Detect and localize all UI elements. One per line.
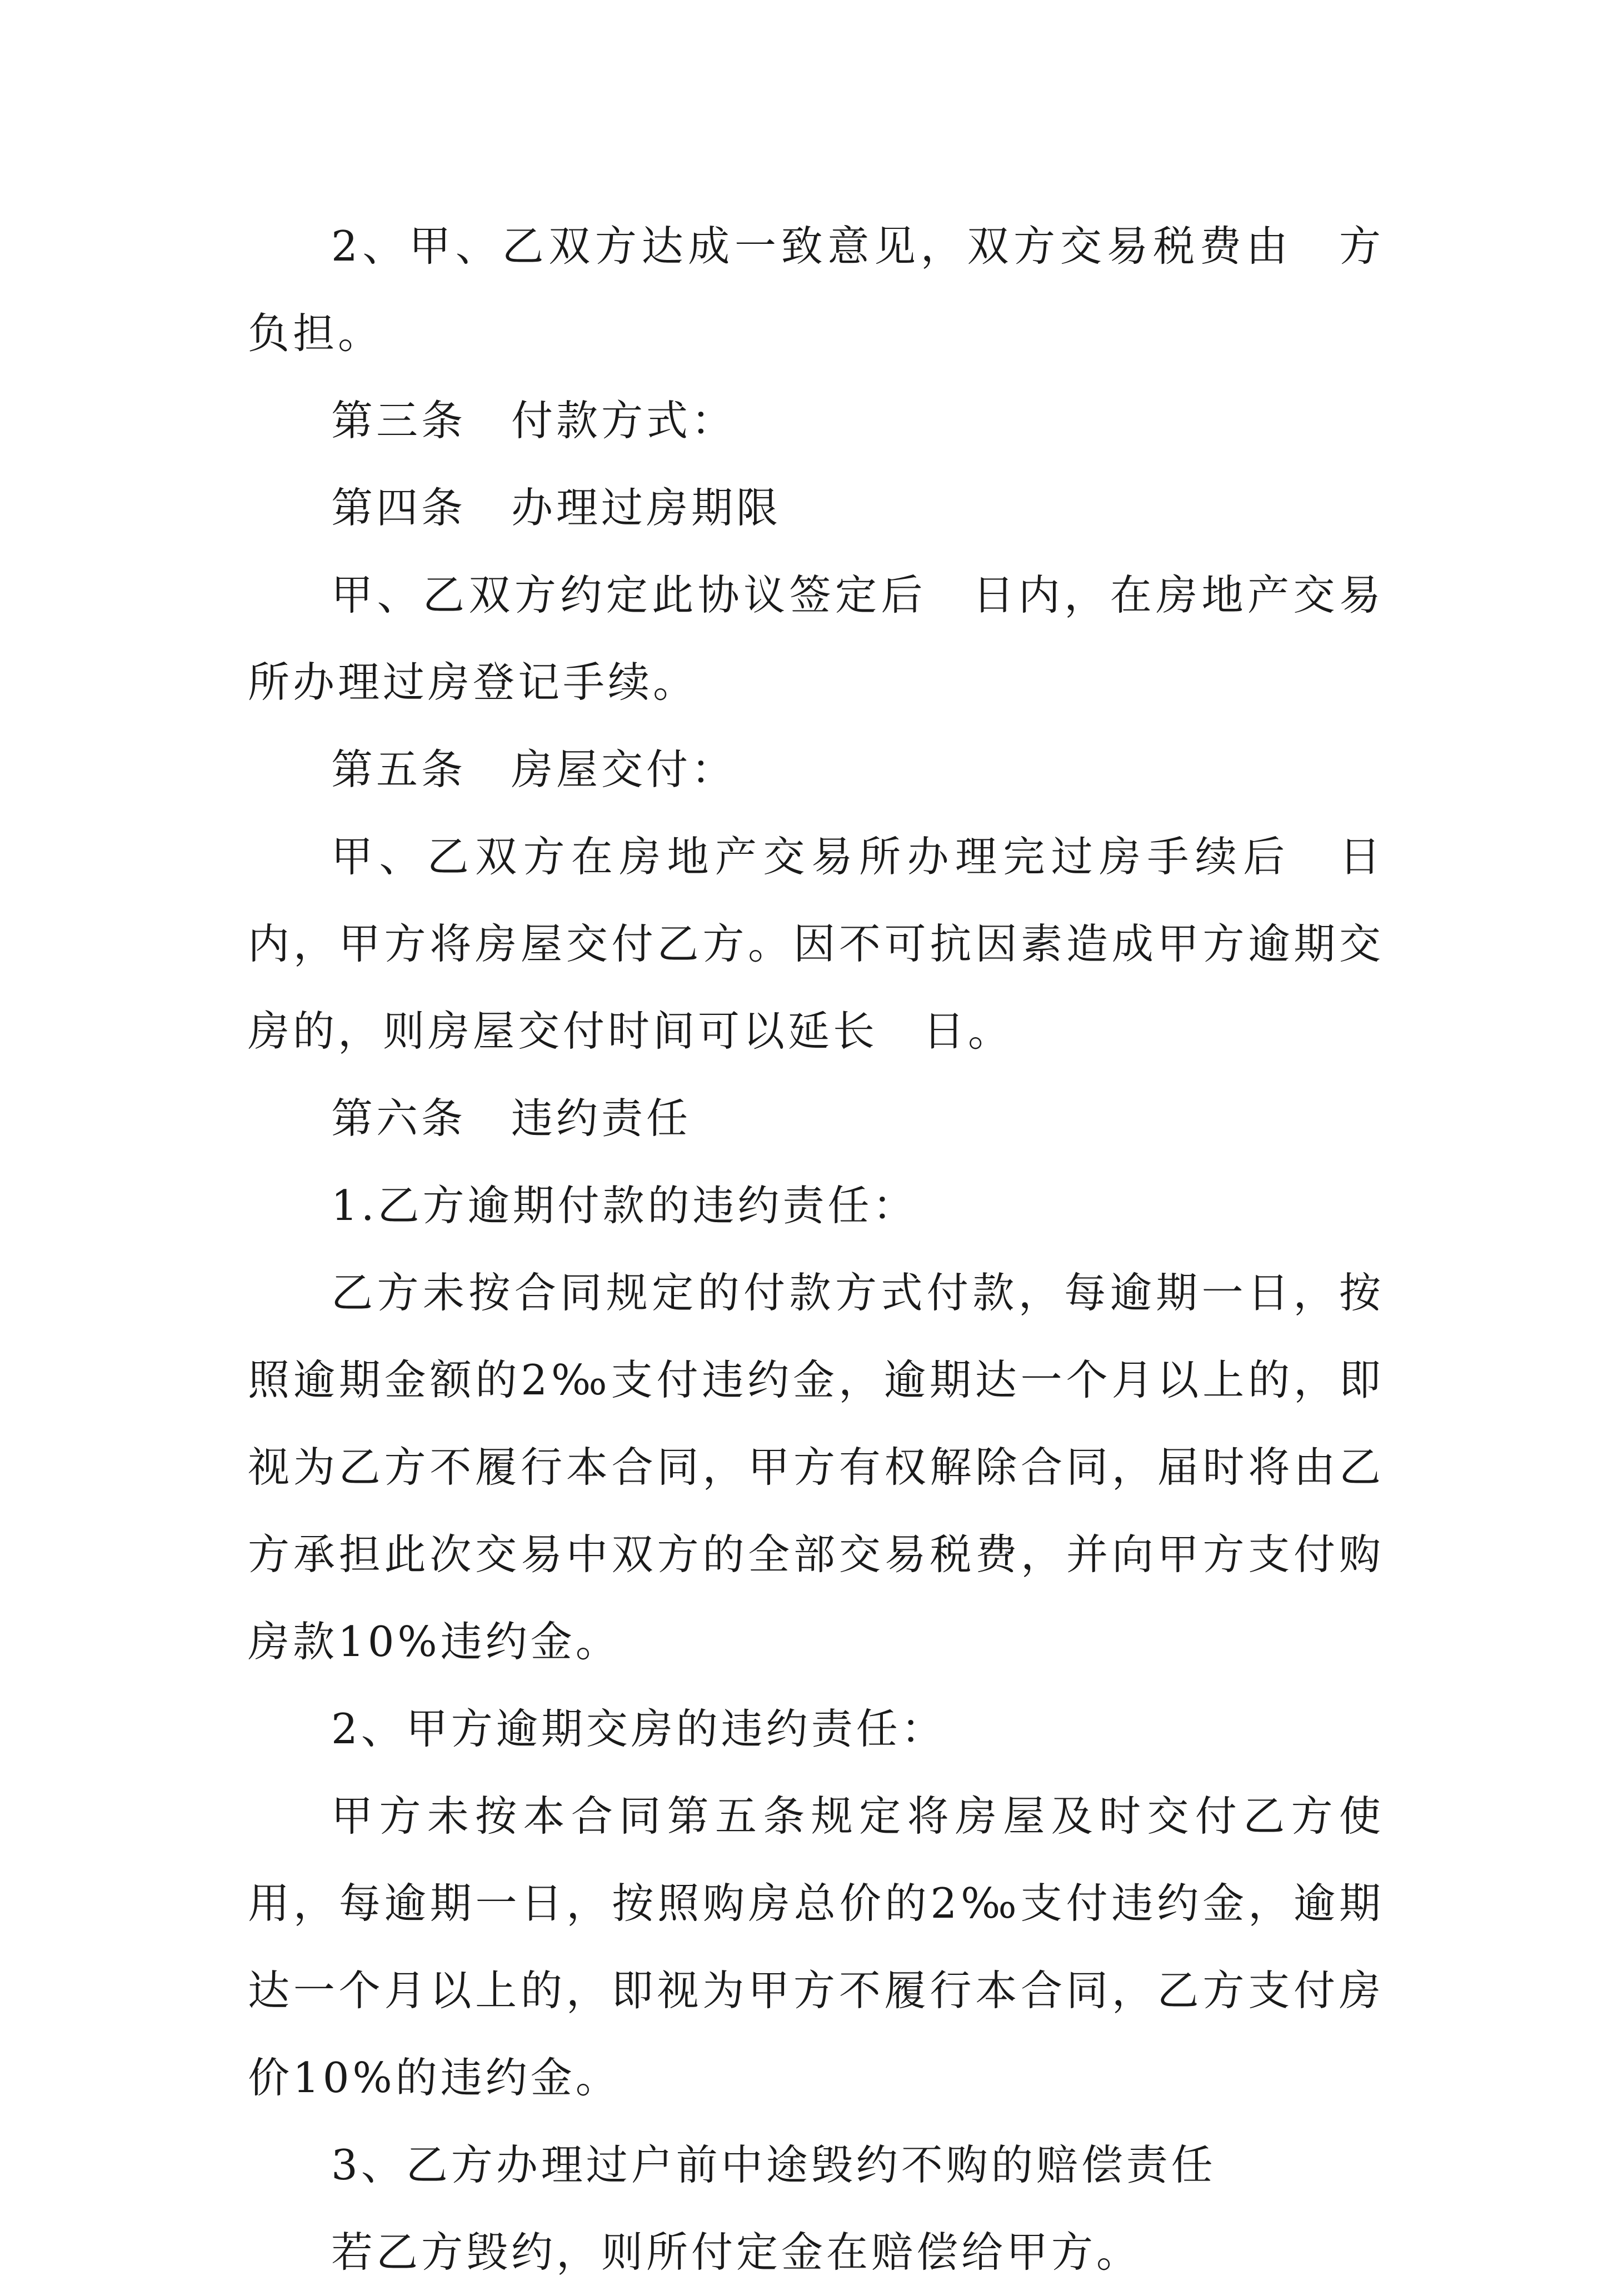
paragraph-buyer-late-payment: 乙方未按合同规定的付款方式付款，每逾期一日，按照逾期金额的2‰支付违约金，逾期达一个月以上的，即视为乙方不履行本合同，甲方有权解除合同，届时将由乙方承担此次交易中双方的全部交易税费，并向甲方支付购房款10%违约金。: [248, 1268, 1384, 1666]
paragraph-seller-late-delivery: 甲方未按本合同第五条规定将房屋及时交付乙方使用，每逾期一日，按照购房总价的2‰支付违约金，逾期达一个月以上的，即视为甲方不履行本合同，乙方支付房价10%的违约金。: [248, 1792, 1384, 2102]
heading-article-6-liability: 第六条 违约责任: [331, 1094, 692, 1143]
heading-article-4-transfer-period: 第四条 办理过房期限: [331, 483, 782, 532]
paragraph-tax-burden: 2、甲、乙双方达成一致意见，双方交易税费由 方负担。: [248, 222, 1384, 358]
subheading-buyer-breach: 3、乙方办理过户前中途毁约不购的赔偿责任: [331, 2140, 1216, 2189]
subheading-seller-late-delivery: 2、甲方逾期交房的违约责任：: [331, 1704, 946, 1753]
heading-article-3-payment: 第三条 付款方式：: [331, 396, 737, 445]
contract-body: [248, 203, 1384, 2296]
paragraph-delivery-terms: 甲、乙双方在房地产交易所办理完过房手续后 日内，甲方将房屋交付乙方。因不可抗因素造成甲方逾期交房的，则房屋交付时间可以延长 日。: [248, 832, 1384, 1056]
paragraph-transfer-registration: 甲、乙双方约定此协议签定后 日内，在房地产交易所办理过房登记手续。: [248, 571, 1384, 707]
paragraph-buyer-breach: 若乙方毁约，则所付定金在赔偿给甲方。: [331, 2228, 1142, 2277]
subheading-buyer-late-payment: 1.乙方逾期付款的违约责任：: [331, 1181, 918, 1230]
heading-article-5-delivery: 第五条 房屋交付：: [331, 745, 737, 794]
